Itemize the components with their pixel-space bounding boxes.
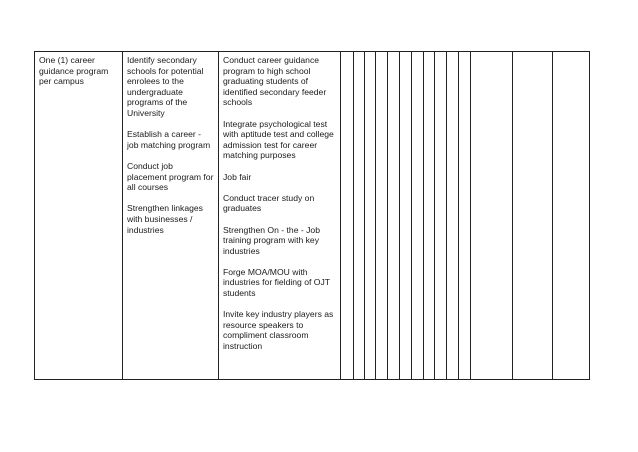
timeline-cell — [354, 52, 365, 380]
activity-item: Conduct tracer study on graduates — [223, 192, 315, 214]
timeline-cell — [412, 52, 424, 380]
table-row — [35, 52, 590, 380]
activity-item: Strengthen On - the - Job training program with key industries — [223, 224, 320, 256]
empty-cell — [553, 52, 590, 380]
timeline-cell — [435, 52, 447, 380]
activity-item: Integrate psychological test with aptitude test and college admission test for career matching purposes — [223, 118, 334, 161]
strategy-item: Conduct job placement program for all courses — [127, 160, 214, 193]
timeline-cell — [459, 52, 471, 380]
strategy-item: Identify secondary schools for potential enrolees to the undergraduate programs of the University — [127, 55, 204, 118]
timeline-cell — [424, 52, 435, 380]
activity-item: Conduct career guidance program to high school graduating students of identified secondary feeder schools — [223, 55, 327, 108]
timeline-cell — [400, 52, 412, 380]
timeline-cell — [388, 52, 400, 380]
strategy-item: Establish a career - job matching program — [127, 129, 211, 150]
activity-item: Job fair — [223, 171, 252, 182]
empty-cell — [513, 52, 553, 380]
strategy-item: Strengthen linkages with businesses / industries — [127, 203, 203, 235]
activity-item: Invite key industry players as resource speakers to compliment classroom instruction — [223, 309, 334, 352]
empty-cell — [471, 52, 513, 380]
timeline-cell — [341, 52, 354, 380]
activity-item: Forge MOA/MOU with industries for fielding of OJT students — [223, 266, 330, 299]
activities-cell — [219, 52, 341, 380]
target-text: One (1) career guidance program per campus — [39, 55, 109, 87]
program-table — [34, 51, 590, 380]
strategies-cell — [123, 52, 219, 380]
timeline-cell — [447, 52, 459, 380]
timeline-cell — [376, 52, 388, 380]
target-cell — [35, 52, 123, 380]
timeline-cell — [365, 52, 376, 380]
